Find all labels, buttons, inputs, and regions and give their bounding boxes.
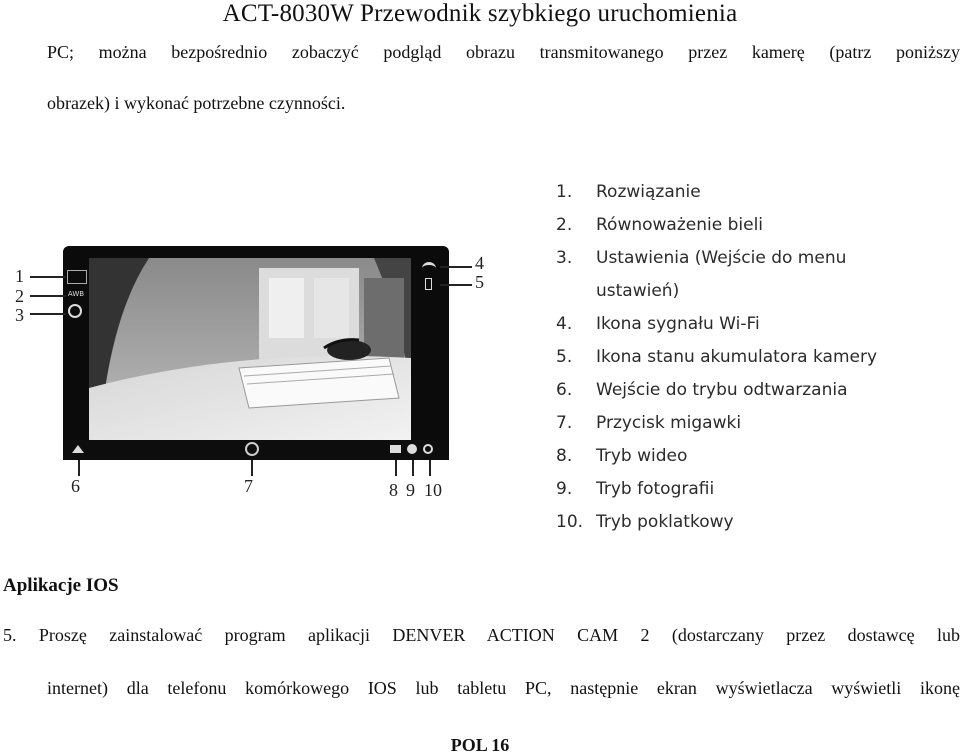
legend-item: 4. Ikona sygnału Wi-Fi [556,314,760,334]
legend-list [556,178,936,541]
camera-preview-image [89,258,411,441]
legend-item: 2. Równoważenie bieli [556,215,764,235]
legend-item: 1. Rozwiązanie [556,182,701,202]
intro-line-2: obrazek) i wykonać potrzebne czynności. [47,93,346,113]
legend-item: 3. Ustawienia (Wejście do menu [556,248,847,268]
page-number: POL 16 [450,735,510,755]
leader-line-4 [440,266,472,268]
timelapse-mode-icon[interactable] [423,444,433,454]
callout-7: 7 [244,476,253,496]
shutter-button[interactable] [245,442,259,456]
callout-6: 6 [71,476,80,496]
leader-line-1 [30,276,66,278]
legend-item: 7. Przycisk migawki [556,413,742,433]
leader-line-2 [30,295,66,297]
legend-item: 6. Wejście do trybu odtwarzania [556,380,848,400]
legend-item: 8. Tryb wideo [556,446,688,466]
resolution-icon[interactable] [67,270,87,284]
leader-line-5 [440,284,472,286]
white-balance-icon[interactable]: AWB [67,290,85,298]
leader-line-3 [30,313,66,315]
leader-line-6 [78,460,80,476]
section-heading: Aplikacje IOS [3,575,119,596]
callout-4: 4 [475,253,484,273]
leader-line-8 [395,460,397,476]
leader-line-10 [429,460,431,476]
playback-icon[interactable] [72,445,84,453]
callout-2: 2 [15,286,24,306]
legend-item: 9. Tryb fotografii [556,479,715,499]
callout-1: 1 [15,266,24,286]
wifi-signal-icon [422,262,436,275]
video-mode-icon[interactable] [390,445,401,453]
page-title: ACT-8030W Przewodnik szybkiego uruchomienia [222,0,738,27]
legend-item: 5. Ikona stanu akumulatora kamery [556,347,878,367]
legend-item-continued: ustawień) [596,281,680,301]
callout-3: 3 [15,305,24,325]
battery-status-icon [425,278,432,290]
callout-9: 9 [406,480,415,500]
intro-line-1: PC; można bezpośrednio zobaczyć podgląd obrazu transmitowanego przez kamerę (patrz poniższy [47,42,960,62]
leader-line-9 [412,460,414,476]
gear-icon[interactable] [68,304,82,318]
legend-item: 10. Tryb poklatkowy [556,512,734,532]
callout-8: 8 [389,480,398,500]
photo-mode-icon[interactable] [407,444,417,454]
callout-10: 10 [424,480,442,500]
step-5-line-2: internet) dla telefonu komórkowego IOS lub tabletu PC, następnie ekran wyświetlacza wyświetli ikonę [47,678,960,698]
callout-5: 5 [475,272,484,292]
step-5-line-1: 5. Proszę zainstalować program aplikacji DENVER ACTION CAM 2 (dostarczany przez dostawcę lub [3,625,960,645]
leader-line-7 [251,460,253,476]
